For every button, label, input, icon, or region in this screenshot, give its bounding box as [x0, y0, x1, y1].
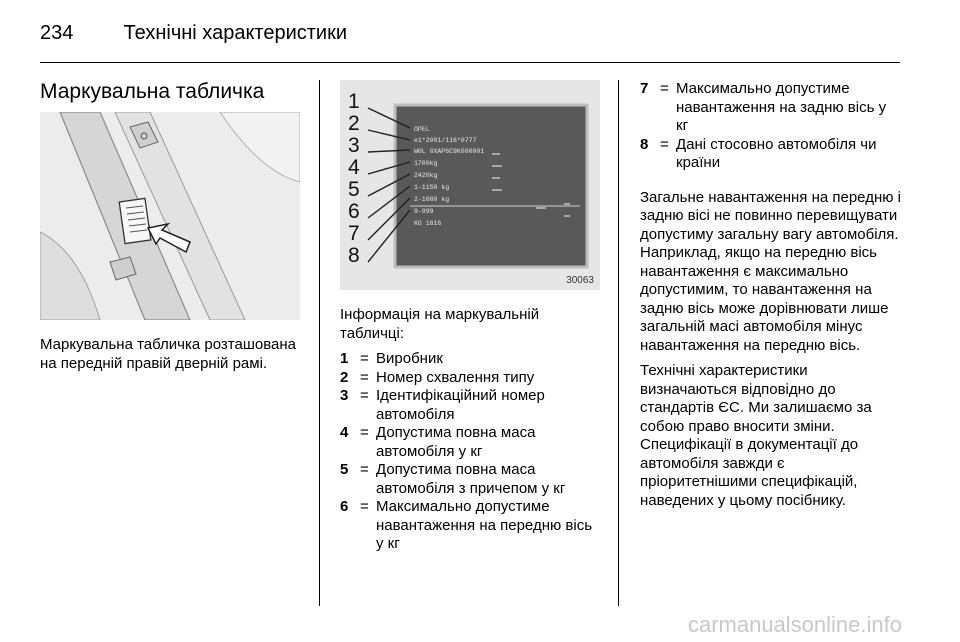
plate-text-manufacturer: OPEL: [414, 126, 430, 133]
door-frame-illustration: [40, 112, 300, 320]
callout-6: 6: [348, 200, 360, 223]
plate-legend-list-continued: [640, 80, 902, 173]
illustration-number: 30063: [566, 275, 594, 286]
plate-info-section: [340, 306, 602, 554]
list-item: 6 = Максимально допустиме навантаження на передню вісь у кг: [340, 498, 602, 554]
list-item: 7 = Максимально допустиме навантаження на задню вісь у кг: [640, 80, 902, 136]
item-key: 8: [640, 135, 649, 153]
callout-1: 1: [348, 90, 360, 113]
callout-7: 7: [348, 222, 360, 245]
page-number: 234: [40, 22, 74, 44]
list-item: 4 = Допустима повна маса автомобіля у кг: [340, 424, 602, 461]
item-text: Дані стосовно автомобіля чи країни: [676, 135, 877, 171]
column-divider-left: [319, 80, 320, 606]
item-key: 7: [640, 80, 649, 97]
specifications-paragraph: Технічні характеристики визначаються відповідно до стандартів ЄС. Ми залишаємо за собою право вносити зміни. Специфікації в документації до автомобіля завжди є пріоритетнішими специфікацій, наведених у цьому посібнику.: [640, 362, 872, 509]
callout-3: 3: [348, 134, 360, 157]
item-text: Допустима повна маса автомобіля у кг: [376, 424, 536, 460]
item-key: 3: [340, 387, 349, 404]
callout-8: 8: [348, 244, 360, 267]
identification-plate-illustration: [340, 80, 600, 290]
list-item: 5 = Допустима повна маса автомобіля з причепом у кг: [340, 461, 602, 498]
item-text: Виробник: [376, 350, 443, 367]
plate-info-intro: Інформація на маркувальній табличці:: [340, 306, 540, 342]
section-title: Маркувальна табличка: [40, 80, 265, 103]
plate-text-gcw: 2420kg: [414, 172, 438, 179]
item-text: Максимально допустиме навантаження на задню вісь у кг: [676, 80, 887, 134]
item-key: 2: [340, 368, 349, 386]
plate-text-rear-axle: 2-1080 kg: [414, 196, 450, 203]
identification-plate-drawing: [340, 80, 600, 290]
plate-text-approval: e1*2001/116*0777: [414, 137, 477, 144]
right-column: [640, 80, 902, 517]
plate-text-country: 9-999: [414, 208, 434, 215]
item-text: Максимально допустиме навантаження на передню вісь у кг: [376, 498, 593, 552]
item-key: 6: [340, 498, 349, 515]
page-header: [40, 22, 347, 45]
plate-text-paint: KG 1616: [414, 220, 442, 227]
site-watermark: carmanualsonline.info: [687, 612, 902, 637]
door-frame-drawing: [40, 112, 300, 320]
plate-location-caption: Маркувальна табличка розташована на передній правій дверній рамі.: [40, 336, 296, 372]
callout-5: 5: [348, 178, 360, 201]
list-item: 3 = Ідентифікаційний номер автомобіля: [340, 387, 602, 424]
chapter-title: Технічні характеристики: [123, 22, 348, 44]
list-item: 8 = Дані стосовно автомобіля чи країни: [640, 136, 902, 173]
plate-text-front-axle: 1-1150 kg: [414, 184, 450, 191]
item-key: 4: [340, 424, 349, 441]
item-key: 1: [340, 350, 349, 367]
item-key: 5: [340, 461, 349, 478]
callout-2: 2: [348, 112, 360, 135]
item-text: Допустима повна маса автомобіля з причепом у кг: [376, 461, 566, 497]
column-divider-right: [618, 80, 619, 606]
plate-text-gvw: 1700kg: [414, 160, 438, 167]
header-rule: [40, 62, 900, 63]
plate-legend-list: [340, 350, 602, 554]
list-item: 1 = Виробник: [340, 350, 602, 369]
plate-text-vin: W0L 0XAP6C9K000001: [414, 148, 485, 155]
callout-4: 4: [348, 156, 360, 179]
item-text: Ідентифікаційний номер автомобіля: [376, 387, 545, 423]
list-item: 2 = Номер схвалення типу: [340, 369, 602, 388]
axle-load-paragraph: Загальне навантаження на передню і задню вісі не повинно перевищувати допустиму загальну вагу автомобіля. Наприклад, якщо на передню вісь навантаження є максимально допустимим, то навантаження на задню вісь може дорівнювати лише загальній масі автомобіля мінус навантаження на передню вісь.: [640, 188, 901, 354]
item-text: Номер схвалення типу: [376, 368, 535, 386]
